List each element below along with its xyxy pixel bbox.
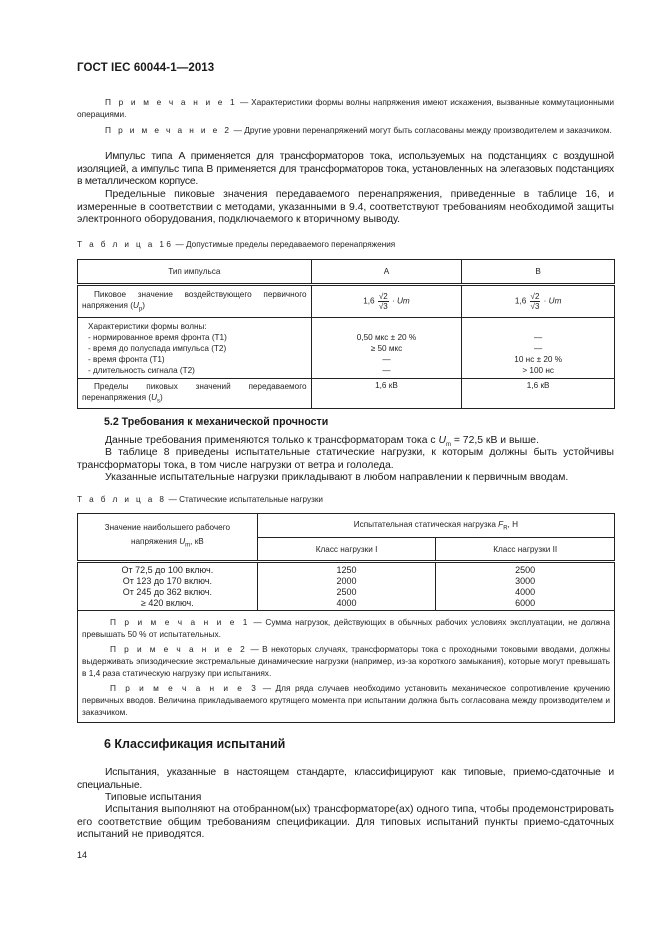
paragraph: Указанные испытательные нагрузки прикладывают в любом направлении к первичным вводам. bbox=[105, 472, 569, 483]
header-cell: Тип импульса bbox=[78, 260, 312, 285]
table-header-row bbox=[78, 514, 615, 538]
header-cell: Класс нагрузки I bbox=[257, 538, 436, 562]
row-label: Пределы пиковых значений передаваемого перенапряжения $(U_s)$ bbox=[78, 379, 312, 409]
paragraph: Импульс типа A применяется для трансформаторов тока, используемых на подстанциях с воздушной изоляцией, а импульс типа B применяется для трансформаторов тока, установленных на элегазовых подстанциях в металлическом корпусе. bbox=[77, 151, 614, 188]
paragraph: Данные требования применяются только к трансформаторам тока с $U_m = 72,5$ кВ и выше. bbox=[105, 435, 539, 449]
table-row bbox=[78, 285, 615, 318]
table8-caption: Т а б л и ц а 8 — Статические испытательные нагрузки bbox=[77, 495, 323, 504]
value-cell: 1,6 кВ bbox=[462, 379, 615, 409]
header-cell: A bbox=[311, 260, 462, 285]
waveform-values-b: — — 10 нс ± 20 % > 100 нс bbox=[462, 318, 615, 379]
table-note-2: П р и м е ч а н и е 2 — В некоторых случаях, трансформаторы тока с проходными токовыми вводами, должны выдерживать эпизодические экстремальные динамические нагрузки (например, из-за короткого замыкания), которые могут превышать в 1,4 раза статическую нагрузку при испытаниях. bbox=[82, 644, 610, 678]
table-note-3: П р и м е ч а н и е 3 — Для ряда случаев необходимо установить механическое сопротивление кручению первичных вводов. Величина прикладываемого крутящего момента при испытании должна быть согласована между производителем и заказчиком. bbox=[82, 683, 610, 717]
class1-cell: 1250 2000 2500 4000 bbox=[257, 562, 436, 611]
header-cell: Испытательная статическая нагрузка $F_R$, Н bbox=[257, 514, 614, 538]
note-2 bbox=[77, 124, 614, 136]
paragraph: Предельные пиковые значения передаваемого перенапряжения, приведенные в таблице 16, и измеренные в соответствии с методами, указанными в 9.4, соответствуют требованиям необходимой защиты электронного оборудования, подключаемого к вторичному выводу. bbox=[77, 189, 614, 226]
section-heading-6: 6 Классификация испытаний bbox=[104, 737, 286, 751]
note-label: П р и м е ч а н и е 1 bbox=[105, 97, 238, 107]
voltage-cell: От 72,5 до 100 включ. От 123 до 170 включ. От 245 до 362 включ. ≥ 420 включ. bbox=[78, 562, 258, 611]
class2-cell: 2500 3000 4000 6000 bbox=[436, 562, 615, 611]
table-row bbox=[78, 562, 615, 611]
row-label: Пиковое значение воздействующего первичного напряжения $(U_p)$ bbox=[78, 285, 312, 318]
paragraph: В таблице 8 приведены испытательные статические нагрузки, к которым должны быть устойчивы трансформаторы тока, в том числе нагрузки от ветра и гололеда. bbox=[77, 447, 614, 471]
page-number: 14 bbox=[77, 850, 88, 860]
formula-cell: 1,6 $\frac{√2}{√3}$ · Um bbox=[462, 285, 615, 318]
table-notes bbox=[78, 611, 615, 723]
table-row bbox=[78, 379, 615, 409]
formula-cell: 1,6 $\frac{√2}{√3}$ · Um bbox=[311, 285, 462, 318]
header-cell: Значение наибольшего рабочего напряжения $U_m$, кВ bbox=[78, 514, 258, 562]
note-text: — Характеристики формы волны напряжения имеют искажения, вызванные коммутационными операциями. bbox=[77, 97, 615, 119]
fraction: $\frac{√2}{√3}$ bbox=[530, 292, 540, 311]
value-cell: 1,6 кВ bbox=[311, 379, 462, 409]
paragraph: Испытания, указанные в настоящем стандарте, классифицируют как типовые, приемо-сдаточные и специальные. bbox=[77, 767, 614, 791]
fraction: $\frac{√2}{√3}$ bbox=[378, 292, 388, 311]
table16-caption: Т а б л и ц а 16 — Допустимые пределы передаваемого перенапряжения bbox=[77, 240, 396, 249]
section-heading-5-2: 5.2 Требования к механической прочности bbox=[104, 416, 329, 428]
note-label: П р и м е ч а н и е 2 bbox=[105, 125, 232, 135]
waveform-labels: Характеристики формы волны: - нормированное время фронта (T1) - время до полуспада импульса (T2) - время фронта (T1) - длительность сигнала (T2) bbox=[78, 318, 312, 379]
table-header-row bbox=[78, 260, 615, 285]
table-notes-row bbox=[78, 611, 615, 723]
note-text: — Другие уровни перенапряжений могут быть согласованы между производителем и заказчиком. bbox=[231, 125, 612, 135]
header-cell: Класс нагрузки II bbox=[436, 538, 615, 562]
paragraph: Испытания выполняют на отобранном(ых) трансформаторе(ах) одного типа, чтобы продемонстрировать его соответствие общим требованиям спецификации. Для типовых испытаний пункты приемо-сдаточных испытаний не приводятся. bbox=[77, 804, 614, 841]
paragraph: Типовые испытания bbox=[105, 792, 202, 803]
note-1 bbox=[77, 96, 614, 120]
document-header: ГОСТ IEC 60044-1—2013 bbox=[77, 62, 215, 74]
header-cell: B bbox=[462, 260, 615, 285]
table-8 bbox=[77, 513, 615, 723]
table-row bbox=[78, 318, 615, 379]
table-16 bbox=[77, 259, 615, 409]
table-note-1: П р и м е ч а н и е 1 — Сумма нагрузок, действующих в обычных рабочих условиях эксплуатации, не должна превышать 50 % от испытательных. bbox=[82, 617, 610, 639]
waveform-values-a: 0,50 мкс ± 20 % ≥ 50 мкс — — bbox=[311, 318, 462, 379]
